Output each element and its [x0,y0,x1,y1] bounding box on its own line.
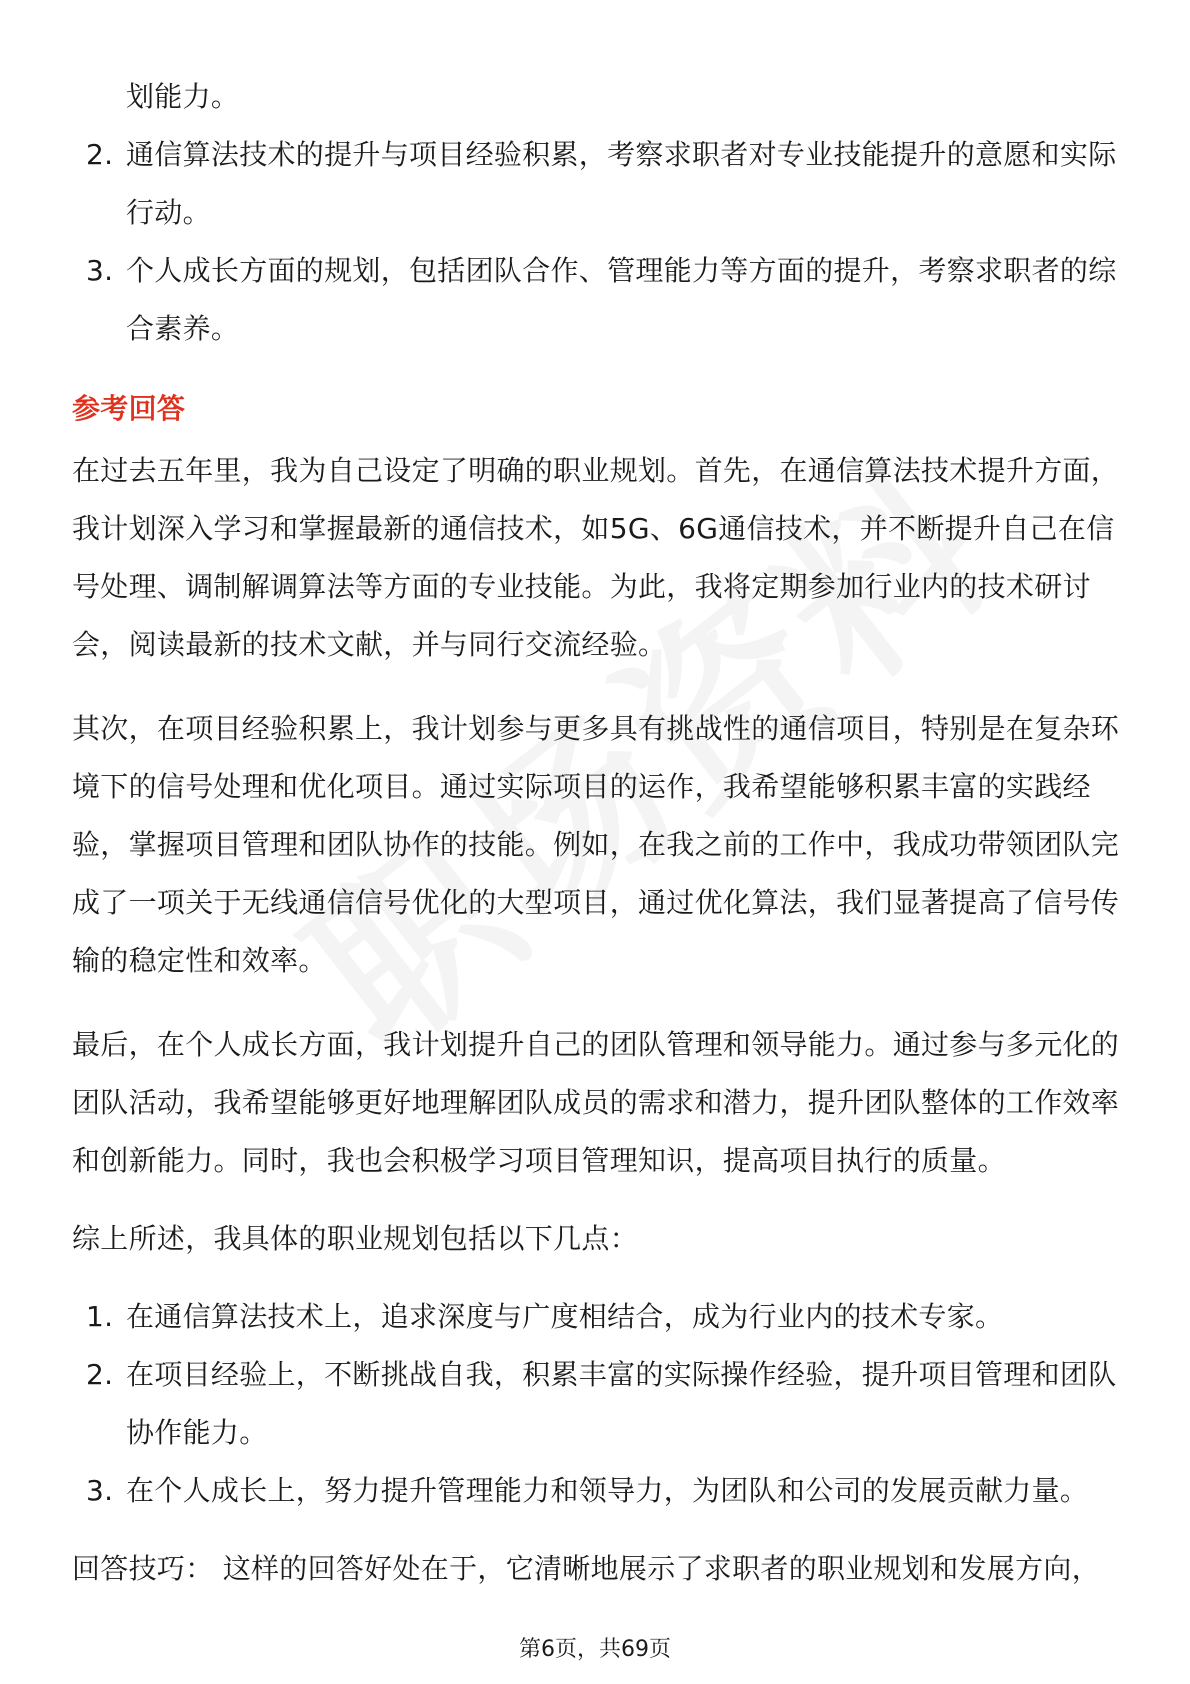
answer-tip-line: 回答技巧： 这样的回答好处在于，它清晰地展示了求职者的职业规划和发展方向， [72,1552,1101,1585]
list-item-text: 在通信算法技术上，追求深度与广度相结合，成为行业内的技术专家。 [126,1300,1004,1333]
paragraph: 在过去五年里，我为自己设定了明确的职业规划。首先，在通信算法技术提升方面，我计划深入学习和掌握最新的通信技术，如5G、6G通信技术，并不断提升自己在信号处理、调制解调算法等方面的专业技能。为此，我将定期参加行业内的技术研讨会，阅读最新的技术文献，并与同行交流经验。 [72,454,1120,661]
list-item [72,242,1122,358]
list-item-number: 2. [86,138,114,171]
paragraph: 最后，在个人成长方面，我计划提升自己的团队管理和领导能力。通过参与多元化的团队活动，我希望能够更好地理解团队成员的需求和潜力，提升团队整体的工作效率和创新能力。同时，我也会积极学习项目管理知识，提高项目执行的质量。 [72,1028,1120,1177]
summary-intro: 综上所述，我具体的职业规划包括以下几点： [72,1222,639,1255]
list-item-text: 通信算法技术的提升与项目经验积累，考察求职者对专业技能提升的意愿和实际行动。 [126,138,1117,229]
list-item [72,126,1122,242]
page-content [72,68,1122,1598]
list-item [72,1288,1122,1346]
list-item-number: 3. [86,254,114,287]
list-item-number: 1. [86,1300,114,1333]
continuation-line: 划能力。 [126,80,240,113]
list-item-text: 个人成长方面的规划，包括团队合作、管理能力等方面的提升，考察求职者的综合素养。 [126,254,1117,345]
list-item-number: 2. [86,1358,114,1391]
paragraph: 其次，在项目经验积累上，我计划参与更多具有挑战性的通信项目，特别是在复杂环境下的信号处理和优化项目。通过实际项目的运作，我希望能够积累丰富的实践经验，掌握项目管理和团队协作的技能。例如，在我之前的工作中，我成功带领团队完成了一项关于无线通信信号优化的大型项目，通过优化算法，我们显著提高了信号传输的稳定性和效率。 [72,712,1120,977]
section-heading: 参考回答 [72,392,186,425]
top-numbered-list [72,126,1122,358]
summary-numbered-list [72,1288,1122,1520]
list-item [72,1462,1122,1520]
list-item-text: 在项目经验上，不断挑战自我，积累丰富的实际操作经验，提升项目管理和团队协作能力。 [126,1358,1117,1449]
list-item [72,1346,1122,1462]
page-number-footer: 第6页，共69页 [519,1637,671,1662]
list-item-text: 在个人成长上，努力提升管理能力和领导力，为团队和公司的发展贡献力量。 [126,1474,1089,1507]
list-item-number: 3. [86,1474,114,1507]
